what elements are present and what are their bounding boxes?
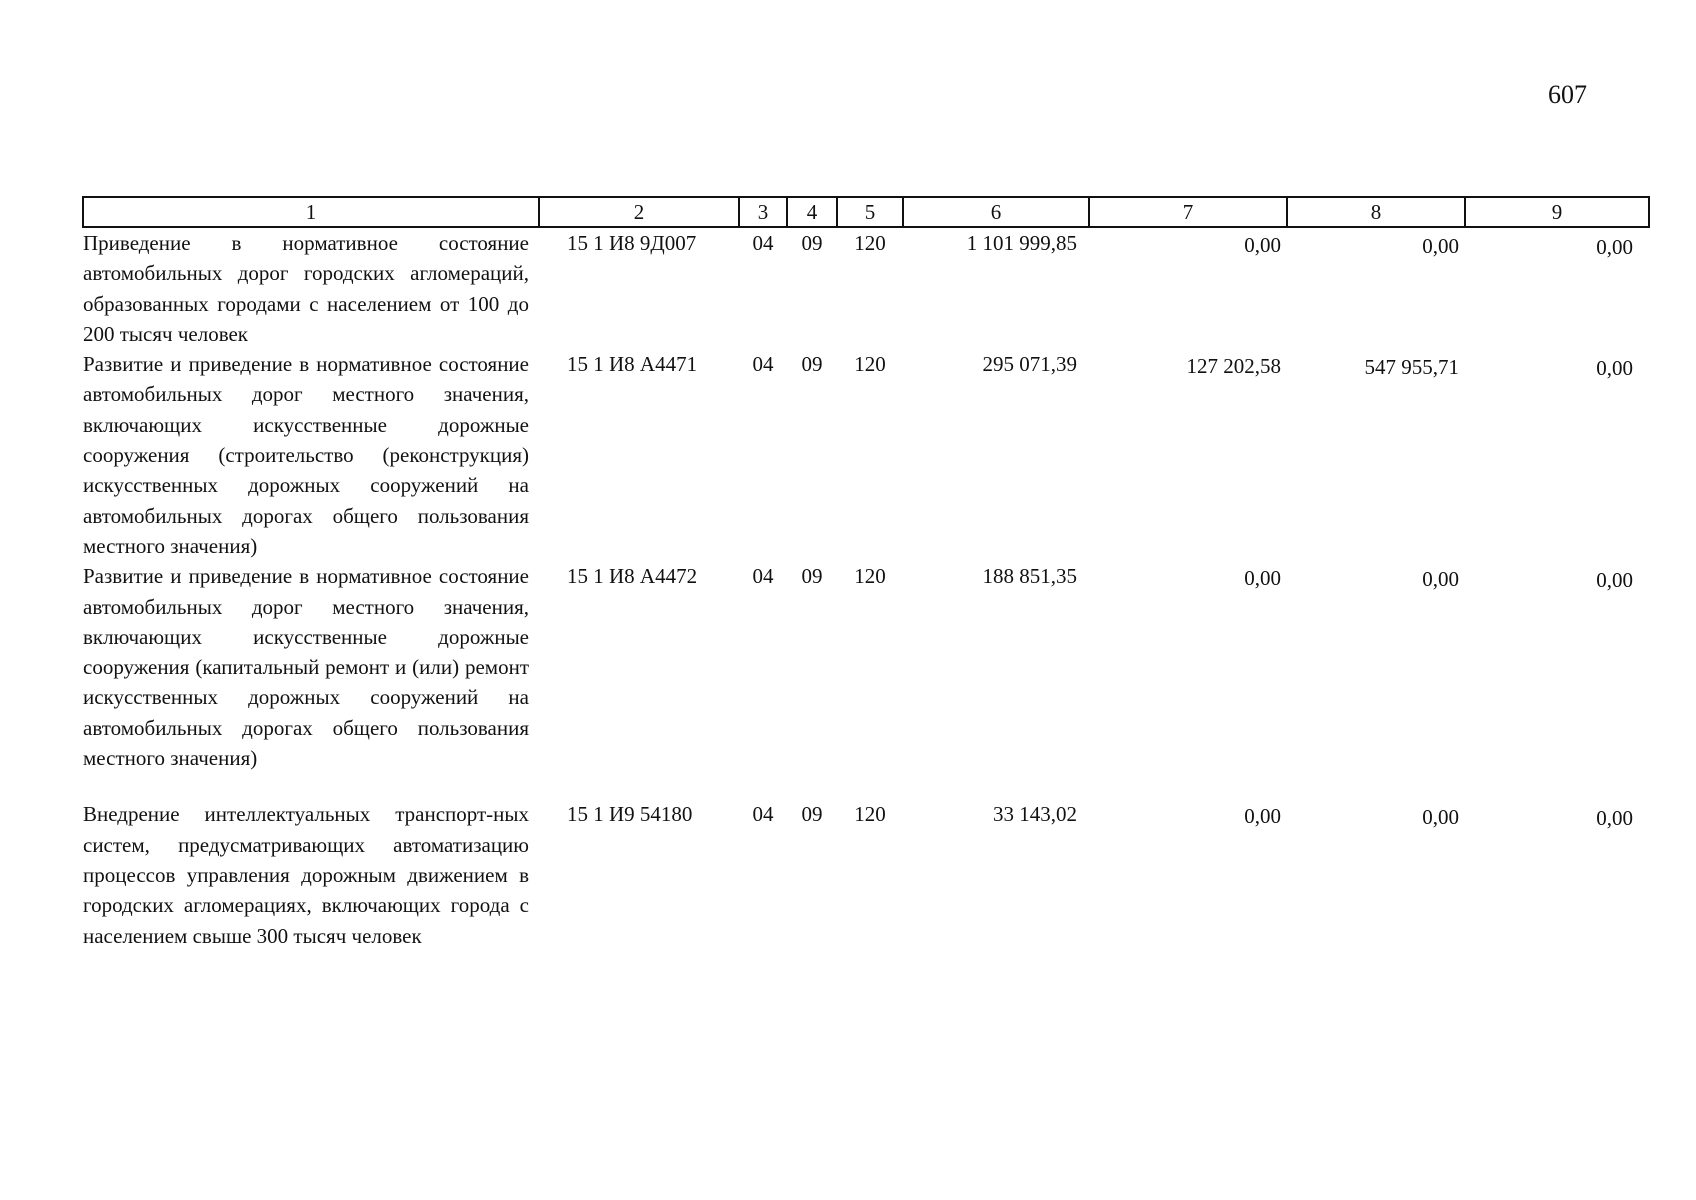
row-col-4: 09 [801,231,823,255]
row-col-6: 295 071,39 [982,352,1077,377]
row-name: Приведение в нормативное состояние автомобильных дорог городских агломераций, образованных городами с населением от 100 до 200 тысяч человек [83,231,529,346]
row-col-6: 188 851,35 [982,564,1077,589]
header-col-8: 8 [1287,197,1465,227]
row-col-5: 120 [854,564,886,589]
row-col-3: 04 [752,231,774,255]
header-col-2: 2 [539,197,739,227]
row-col-3: 04 [752,564,774,589]
row-code: 15 1 И9 54180 [567,802,693,827]
row-col-4: 09 [801,352,823,377]
row-col-5: 120 [854,231,886,255]
row-col-9: 0,00 [1596,356,1633,381]
row-col-7: 0,00 [1244,566,1281,591]
row-col-9: 0,00 [1596,568,1633,593]
row-name: Развитие и приведение в нормативное состояние автомобильных дорог местного значения, включающих искусственные дорожные сооружения (строительство (реконструкция) искусственных дорожных сооружений на автомобильных дорогах общего пользования местного значения) [83,352,529,558]
budget-table [82,196,1650,951]
header-col-3: 3 [739,197,787,227]
header-col-6: 6 [903,197,1089,227]
header-col-5: 5 [837,197,903,227]
row-code: 15 1 И8 А4471 [567,352,698,377]
row-col-7: 0,00 [1244,233,1281,257]
row-col-7: 127 202,58 [1186,354,1281,379]
table-row [83,561,1649,773]
table-row [83,349,1649,561]
row-col-8: 0,00 [1422,234,1459,258]
row-code: 15 1 И8 А4472 [567,564,698,589]
header-col-9: 9 [1465,197,1649,227]
header-col-4: 4 [787,197,837,227]
row-col-3: 04 [752,352,774,377]
row-col-9: 0,00 [1596,235,1633,259]
row-col-9: 0,00 [1596,806,1633,831]
page-number: 607 [1548,80,1587,109]
table-header [83,197,1649,227]
row-col-3: 04 [752,802,774,827]
row-name: Развитие и приведение в нормативное состояние автомобильных дорог местного значения, включающих искусственные дорожные сооружения (капитальный ремонт и (или) ремонт искусственных дорожных сооружений на автомобильных дорогах общего пользования местного значения) [83,564,529,771]
header-row [83,197,1649,227]
header-col-7: 7 [1089,197,1287,227]
row-col-8: 547 955,71 [1364,355,1459,380]
row-col-6: 33 143,02 [993,802,1077,827]
row-col-6: 1 101 999,85 [966,231,1077,255]
row-col-7: 0,00 [1244,804,1281,829]
row-col-4: 09 [801,802,823,827]
row-col-5: 120 [854,352,886,377]
row-col-4: 09 [801,564,823,589]
row-col-8: 0,00 [1422,567,1459,592]
row-name: Внедрение интеллектуальных транспорт-ных систем, предусматривающих автоматизацию процессов управления дорожным движением в городских агломерациях, включающих города с населением свыше 300 тысяч человек [83,802,529,948]
table-row [83,773,1649,950]
table-row [83,227,1649,349]
row-col-8: 0,00 [1422,805,1459,830]
row-col-5: 120 [854,802,886,827]
header-col-1: 1 [83,197,539,227]
table-body [83,227,1649,951]
row-code: 15 1 И8 9Д007 [567,231,697,255]
